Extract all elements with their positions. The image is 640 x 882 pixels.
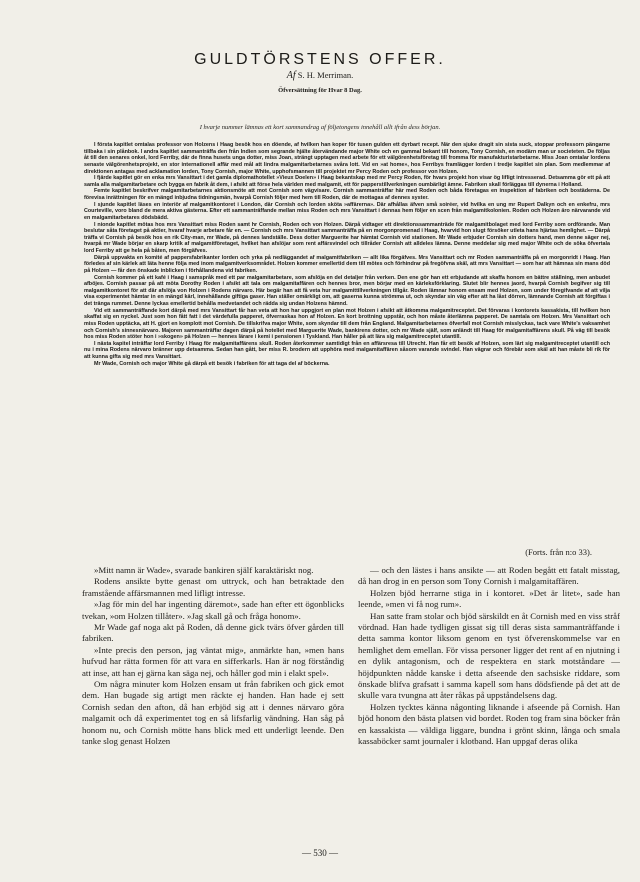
summary-paragraph: Mr Wade, Cornish och major White gå därpå ett besök i fabriken för att taga del af böckerna. [94,360,330,367]
summary-paragraph: Därpå uppvakta en komité af pappersfabrikanter lorden och yrka på nedläggandet af malgamitfabriken — allt lika förgäfves. Mrs Vansittart och mr Roden sammanträffa på en morgonridt i Haag. Han förledes af sin kärlek att läta henne följa med inom malgamitverksområdet. Holzen kommer emellertid dem till mötes och förhindrar på fregöfvna skäl, att mrs Vansittart — som har att hämnas sin mans död på Holzen — får den önskade inblicken i förhållandena vid fabriken. [84,254,610,274]
author-line [0,70,640,81]
author-prefix: Af [286,70,296,81]
body-column-right [358,565,620,845]
author-name: S. H. Merriman. [297,70,354,80]
summary-paragraph: I sjunde kapitlet läses en interiör af malgamitkontoret i London, där Cornish och lorden sköta »affärerna». Där afhållas äfven små soiréer, vid hvilka en ung mr Rupert Dalkyn och en enkefru, mrs Courteville, voro bland de mera aktiva gästerna. Efter ett sammanträffande mellan miss Roden och mrs Vansittart i dennas hem följer en scen från malgamitkolonien. Roden och Holzen äro närvarande vid en malgamitarbetares dödsbädd. [84,201,610,221]
body-paragraph: »Mitt namn är Wade», svarade bankiren själf karaktäriskt nog. [94,565,314,575]
summary-paragraph: I nästa kapitel inträffar lord Ferriby i Haag för malgamitaffärens skull. Roden återkommer samtidigt från en affärsresa till Utrecht. Han får ett besök af Holzen, som lärt sig malgamitreceptet utantill och nu i mina Rodens närvaro bränner upp detsamma. Sedan han gått, ber miss R. brodern att upphöra med malgamitaffären såsom varande svindel. Han vägrar och förebär som skäl att han måste bli rik för att kunna gifta sig med mrs Vansittart. [84,340,610,360]
body-paragraph: Holzen tycktes känna någonting liknande i afseende på Cornish. Han bjöd honom den bästa platsen vid bordet. Roden tog fram sina böcker från en kassakista — väldiga liggare, bundna i grönt skinn, långa och smala kassaböcker samt journaler i klotband. Han uppgaf deras olika [358,701,620,747]
summary-paragraph: Femte kapitlet beskrifver malgamitarbetarnes aktionsmöte att mot Cornish som vägvisare. Cornish sammanträffar här med Roden och båda företagas en inspektion af fabriken och bostäderna. De förevisa inrättningen för en mängd inbjudna tidningsmän, hvarpå Cornish följer med hem till Roden, där de mottagas af dennes syster. [84,188,610,201]
body-paragraph: — och den lästes i hans ansikte — att Roden begått ett fatalt misstag, då han drog in en person som Tony Cornish i malgamitaffären. [358,565,620,587]
summary-paragraph: Vid ett sammanträffande kort därpå med mrs Vansittart får han veta att hon har uppgjort en plan mot Holzen i afsikt att åtkomma malgamitreceptet. Det förvaras i kontorets kassakista, till hvilken hon skaffat sig en nyckel. Just som hon fått fatt i det värdefulla papperet, öfverraskas hon af Holzen. En kort brottning uppstår, och hon måste återlämna papperet. De samtala om Holzen. Mrs Vansittart och miss Roden upptäcka, att H. gjort en komplott mot Cornish. De tillskrifva major White, som skyndar till dem från England. Malgamitarbetarnes öfverfall mot Cornish misslyckas, tack vare White's vaksamhet och Cornish's sinnesnärvaro. Majoren sammanträffar dagen därpå på hotellet med Marguerite Wade, bankirens dotter, och mr Wade själf, som anländt till Haag för malgamitaffärens skull. På väg till besök hos miss Roden stöter hon i »skogen» på Holzen — hennes lärare i kemi i pensionen i Tyskland. Han håller på att lära sig malgamitreceptet utantill. [84,307,610,341]
summary-paragraph: I nionde kapitlet mötas hos mrs Vansittart miss Roden samt hr Cornish, Roden och von Holzen. Därpå vidtager ett direktionssammanträde för malgamitbolaget med lord Ferriby som ordförande. Man beslutar såta företaget på aktier, hvaraf hvarje arbetare får en. — Cornish och mrs Vansittart sammanträffa på en morgonpromenad i Haag, hvarvid hon slugt försöker utleta hans hjärtas hemlighet. — Därpå träffa vi Cornish på besök hos en rik City-man, mr Wade, på dennes landställe. Dess dotter Marguerite har hämtat Cornish vid stationen. Mr Wade erbjuder Cornish sin dotters hand, men denne säger nej, hvarpå mr Wade börjar en skarp kritik af malgamitföretaget, hvilket han afslöjar som rent affärsvindel och tillråder Cornish att alldeles lämna. Denne meddelar sig med major White och de söka öfvertala lord Ferriby att ge hela på båten, men förgäfves. [84,221,610,254]
story-title: GULDTÖRSTENS OFFER. [194,50,446,68]
summary-heading: I hvarje nummer lämnas ett kort sammandrag af följetongens innehåll allt ifrån dess början. [199,124,441,131]
body-paragraph: Om några minuter kom Holzen ensam ut från fabriken och gick emot dem. Han bugade sig artigt men räckte ej handen. Han hade ej sett Cornish sedan den afton, då han erbjöd sig att i dennes närvaro göra malgamit och då experimentet tog en så lifsfarlig vändning. Han såg på honom nu, och Cornish mötte hans blick med ett underligt leende. Den tanke slog genast Holzen [82,679,344,747]
summary-block [84,142,610,542]
body-paragraph: Han satte fram stolar och bjöd särskildt en åt Cornish med en viss stråf vördnad. Han hade tydligen gissat sig till deras sista sammanträffande i detta samma kontor liksom genom en tyst öfverenskommelse var en hemlighet dem emellan. För vissa personer ligger det rent af en njutning i en dylik antagonism, och de respektera en stark motståndare — höjdpunkten nådde kanske i detta afseende den sachsiske riddare, som önskade blifva grafsatt i samma kapell som hans dödsfiende på det att de skulle vara tvungna att åter råkas på uppståndelsens dag. [358,610,620,701]
body-paragraph: »Inte precis den person, jag väntat mig», anmärkte han, »men hans hufvud har rätta formen för att vara en sifferkarls. Han är nog förståndig att inse, att han ej gärna kan säga nej, och håller god min i elakt spel». [82,644,344,678]
summary-paragraph: Cornish kommer på ett kafé i Haag i samspråk med ett par malgamitarbetare, som afslöja en del detaljer från verken. Den ene gör han ett erbjudande att skaffa honom en bättre ställning, men anbudet afböjes. Cornish passar på att möta Dorothy Roden i afsikt att tala om malgamitaffären och hennes bror, men börjar med en kärleksförklaring. Slutet blir hennes jaord, hvarpå Cornish begifver sig till malgamitkontoret för att där afslöja von Holzen i Rodens närvaro. Här begär han att få veta hur malgamittillverkningen tillgår. Roden lämnar honom ensam med Holzen, som under föregifvande af att vilja visa experimentet hämtar in en mängd kärl, innehållande giftiga gaser. Han ställer omärkligt om, att gaserna kunna strömma ut, och skyndar sin väg efter att ha låst dörren, lämnande Cornish att förgiftas i det tränga rummet. Denne lyckas emellertid behålla medvetandet och rädda sig undan Holzens hämnd. [84,274,610,307]
body-paragraph: Rodens ansikte bytte genast om uttryck, och han betraktade den framstående affärsmannen med lifligt intresse. [82,576,344,598]
body-paragraph: Mr Wade gaf noga akt på Roden, då denne gick tvärs öfver gården till fabriken. [82,622,344,644]
page-number: — 530 — [302,848,338,858]
translation-note: Öfversättning för Hvar 8 Dag. [278,87,362,94]
summary-paragraph: I fjärde kapitlet gör en enka mrs Vansittart i det gamla diplomathotellet »Vieux Doelen» i Haag bekantskap med mr Percy Roden, för hvars projekt hon visar ög lifligt intresserad. Detsamma gör ett på att samla alla malgamitarbetare och bygga en fabrik åt dem, i afsikt att förse hela världen med malgamit, ett för papperstillverkningen oumbärligt ämne. Fabriken skall förläggas till dynerna i Holland. [84,175,610,188]
summary-paragraph: I första kapitlet omtalas professor von Holzens i Haag besök hos en döende, af hvilken han koper för tusen gulden ett dyrbart recept. När den sjuke dragit sin sista suck, stoppar professorn pängarne tillbaka i sin plånbok. I andra kapitlet sammanträffa den från Indien som segrande hjälte återvändande major White och en gammal bekant till honom, Tony Cornish, en modärn man ur societeten. De följas åt till den senares onkel, lord Ferriby, där de finna husets unga dotter, miss Joan, strängt upptagen med arbete för ett välgörenhetsföretag till fromma för manufakturistarbetarne. Miss Joan omtalar lordens senaste välgörenhetsprojekt, en stor internationell affär med mål att lindra malgamitarbetarnes svåra lott. Vid en »at home», hos Ferribys framlägger lorden i tredje kapitlet sin plan. Som medlemmar af direktionen antagas med acklamation lorden, Tony Cornish, major White, upphofsmannen till projektet mr Percy Roden och professor von Holzen. [84,142,610,175]
body-paragraph: Holzen bjöd herrarne stiga in i kontoret. »Det är litet», sade han leende, »men vi få nog rum». [358,587,620,610]
continued-note: (Forts. från n:o 33). [525,547,592,557]
body-paragraph: »Jag för min del har ingenting däremot», sade han efter ett ögonblicks tvekan, »om Holzen tillåter». »Jag skall gå och fråga honom». [82,599,344,621]
body-column-left [82,565,344,845]
